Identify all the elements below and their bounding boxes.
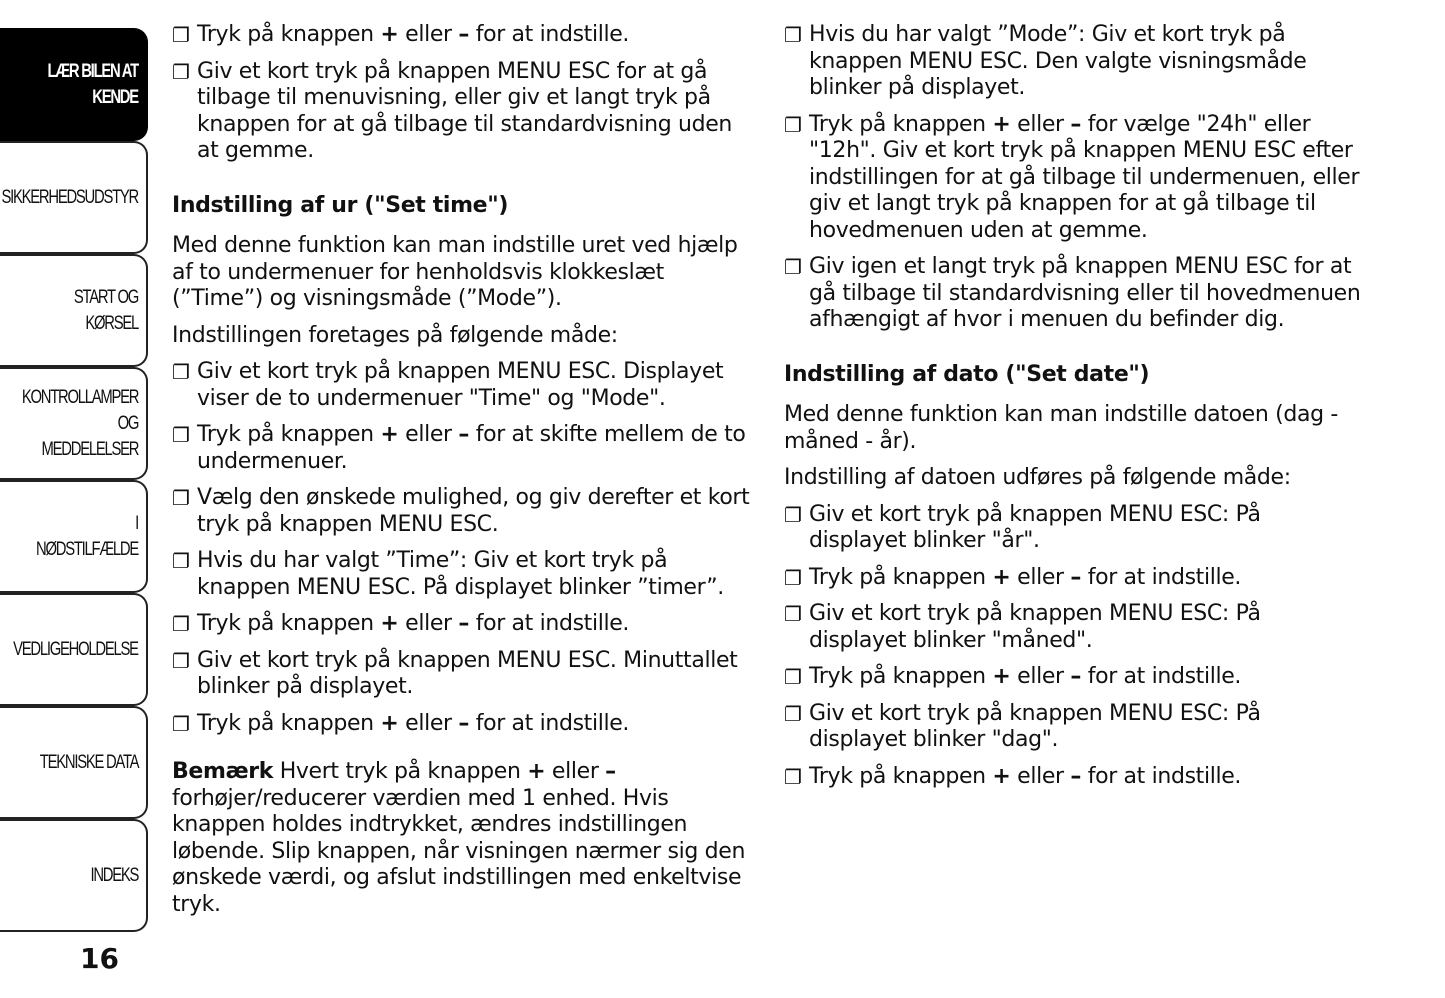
checkbox-bullet-icon: ❐ bbox=[784, 112, 802, 137]
checkbox-bullet-icon: ❐ bbox=[172, 711, 190, 736]
list-item: ❐ Tryk på knappen + eller – for at indstille. bbox=[784, 763, 1242, 789]
list-item: ❐ Giv et kort tryk på knappen MENU ESC. Minuttallet blinker på displayet. bbox=[172, 647, 738, 699]
checkbox-bullet-icon: ❐ bbox=[172, 23, 190, 47]
tab-indeks[interactable]: INDEKS bbox=[0, 819, 148, 932]
list-item: ❐ Tryk på knappen + eller – for at indstille. bbox=[784, 564, 1242, 590]
list-item: ❐ Tryk på knappen + eller – for at indstille. bbox=[172, 710, 630, 736]
paragraph: Indstilling af datoen udføres på følgende måde: bbox=[784, 465, 1291, 490]
checkbox-bullet-icon: ❐ bbox=[172, 549, 190, 573]
checkbox-bullet-icon: ❐ bbox=[172, 486, 190, 510]
paragraph: Indstillingen foretages på følgende måde: bbox=[172, 322, 618, 348]
list-item: ❐ Hvis du har valgt ”Time”: Giv et kort tryk på knappen MENU ESC. På displayet blinker ”timer”. bbox=[172, 548, 724, 600]
checkbox-bullet-icon: ❐ bbox=[172, 648, 190, 673]
left-column bbox=[172, 22, 757, 928]
tab-tekniske-data[interactable]: TEKNISKE DATA bbox=[0, 706, 148, 819]
checkbox-bullet-icon: ❐ bbox=[784, 602, 802, 626]
list-item: ❐ Tryk på knappen + eller – for at indstille. bbox=[784, 664, 1242, 689]
tab-kontrollamper[interactable]: KONTROLLAMPER OG MEDDELELSER bbox=[0, 367, 148, 480]
list-item: ❐ Hvis du har valgt ”Mode”: Giv et kort tryk på knappen MENU ESC. Den valgte visningsmåde blinker på displayet. bbox=[784, 22, 1307, 100]
checkbox-bullet-icon: ❐ bbox=[172, 59, 190, 84]
list-item: ❐ Tryk på knappen + eller – for at skifte mellem de to undermenuer. bbox=[172, 422, 746, 474]
section-heading-set-time: Indstilling af ur ("Set time") bbox=[172, 192, 509, 218]
checkbox-bullet-icon: ❐ bbox=[172, 423, 190, 447]
tab-sikkerhedsudstyr[interactable]: SIKKERHEDSUDSTYR bbox=[0, 141, 148, 254]
list-item: ❐ Giv et kort tryk på knappen MENU ESC: På displayet blinker "måned". bbox=[784, 601, 1261, 653]
list-item: ❐ Tryk på knappen + eller – for at indstille. bbox=[172, 611, 630, 636]
list-item: ❐ Giv igen et langt tryk på knappen MENU ESC for at gå tilbage til standardvisning eller til hovedmenuen afhængigt af hvor i menuen du befinder dig. bbox=[784, 254, 1361, 332]
section-heading-set-date: Indstilling af dato ("Set date") bbox=[784, 361, 1150, 387]
checkbox-bullet-icon: ❐ bbox=[784, 502, 802, 527]
checkbox-bullet-icon: ❐ bbox=[784, 23, 802, 47]
list-item: ❐ Giv et kort tryk på knappen MENU ESC. Displayet viser de to undermenuer "Time" og "Mode". bbox=[172, 359, 724, 411]
checkbox-bullet-icon: ❐ bbox=[172, 360, 190, 384]
list-item: ❐ Giv et kort tryk på knappen MENU ESC: På displayet blinker "år". bbox=[784, 501, 1261, 553]
list-item: ❐ Giv et kort tryk på knappen MENU ESC: På displayet blinker "dag". bbox=[784, 700, 1261, 752]
checkbox-bullet-icon: ❐ bbox=[784, 701, 802, 726]
right-column bbox=[784, 22, 1364, 800]
paragraph: Med denne funktion kan man indstille datoen (dag - måned - år). bbox=[784, 402, 1338, 454]
checkbox-bullet-icon: ❐ bbox=[172, 612, 190, 636]
list-item: ❐ Tryk på knappen + eller – for at indstille. bbox=[172, 22, 630, 47]
tab-vedligeholdelse[interactable]: VEDLIGEHOLDELSE bbox=[0, 593, 148, 706]
list-item: ❐ Giv et kort tryk på knappen MENU ESC for at gå tilbage til menuvisning, eller giv et langt tryk på knappen for at gå tilbage til standardvisning uden at gemme. bbox=[172, 58, 733, 163]
checkbox-bullet-icon: ❐ bbox=[784, 665, 802, 689]
tab-i-nodstilfaelde[interactable]: I NØDSTILFÆLDE bbox=[0, 480, 148, 593]
tab-start-og-korsel[interactable]: START OG KØRSEL bbox=[0, 254, 148, 367]
tab-laer-bilen-at-kende[interactable]: LÆR BILEN AT KENDE bbox=[0, 28, 148, 141]
note-paragraph: Bemærk Hvert tryk på knappen + eller – forhøjer/reducerer værdien med 1 enhed. Hvis knappen holdes indtrykket, ændres indstillingen løbende. Slip knappen, når visningen nærmer sig den ønskede værdi, og afslut indstillingen med enkeltvise tryk. bbox=[172, 759, 746, 917]
checkbox-bullet-icon: ❐ bbox=[784, 565, 802, 590]
list-item: ❐ Vælg den ønskede mulighed, og giv derefter et kort tryk på knappen MENU ESC. bbox=[172, 485, 750, 537]
paragraph: Med denne funktion kan man indstille uret ved hjælp af to undermenuer for henholdsvis klokkeslæt (”Time”) og visningsmåde (”Mode”). bbox=[172, 233, 738, 311]
checkbox-bullet-icon: ❐ bbox=[784, 255, 802, 279]
checkbox-bullet-icon: ❐ bbox=[784, 764, 802, 789]
page-number: 16 bbox=[80, 942, 119, 975]
list-item: ❐ Tryk på knappen + eller – for vælge "24h" eller "12h". Giv et kort tryk på knappen MENU ESC efter indstillingen for at gå tilbage til undermenuen, eller giv et langt tryk på knappen for at gå tilbage til hovedmenuen uden at gemme. bbox=[784, 111, 1360, 243]
